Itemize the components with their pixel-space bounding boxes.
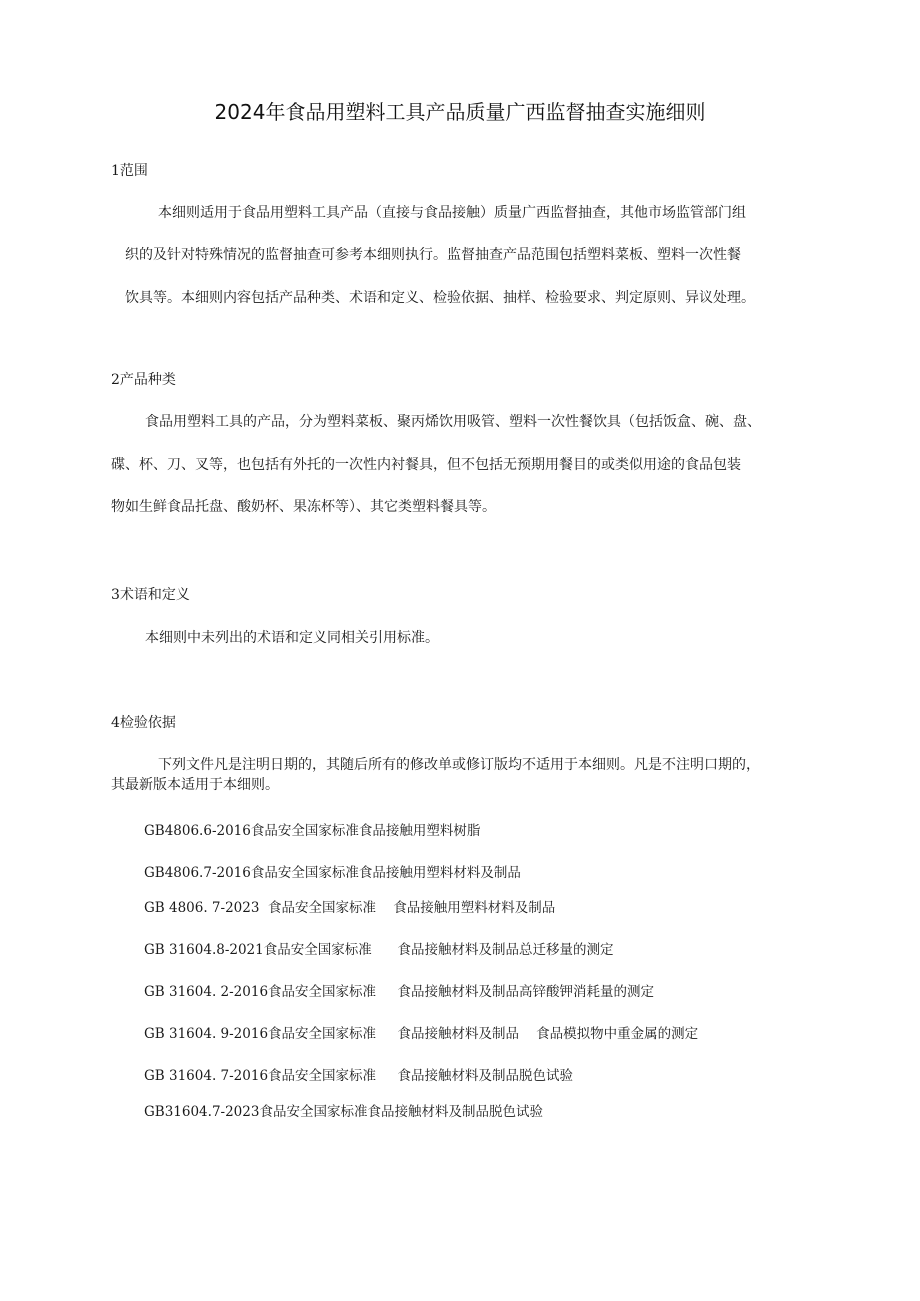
reference-item: GB 31604. 9-2016食品安全国家标准 食品接触材料及制品 食品模拟物中重金属的测定 [144,1026,699,1042]
section-heading-terms: 3术语和定义 [111,587,190,603]
section-heading-product-types: 2产品种类 [111,372,176,388]
reference-item: GB 31604.8-2021食品安全国家标准 食品接触材料及制品总迁移量的测定 [144,942,614,958]
basis-line-2: 其最新版本适用于本细则。 [111,777,279,793]
section-heading-basis: 4检验依据 [111,715,176,731]
reference-item: GB4806.7-2016食品安全国家标准食品接触用塑料材料及制品 [144,865,521,881]
product-types-line-1: 食品用塑料工具的产品，分为塑料菜板、聚丙烯饮用吸管、塑料一次性餐饮具（包括饭盒、碗、盘、 [145,414,761,430]
reference-item: GB31604.7-2023食品安全国家标准食品接触材料及制品脱色试验 [144,1104,543,1120]
scope-line-1: 本细则适用于食品用塑料工具产品（直接与食品接触）质量广西监督抽查，其他市场监管部门组 [158,205,746,221]
scope-line-3: 饮具等。本细则内容包括产品种类、术语和定义、检验依据、抽样、检验要求、判定原则、异议处理。 [125,290,755,306]
basis-line-1: 下列文件凡是注明日期的，其随后所有的修改单或修订版均不适用于本细则。凡是不注明口期的， [158,757,760,773]
reference-item: GB 31604. 2-2016食品安全国家标准 食品接触材料及制品高锌酸钾消耗量的测定 [144,984,654,1000]
reference-item: GB 4806. 7-2023 食品安全国家标准 食品接触用塑料材料及制品 [144,900,556,916]
terms-line-1: 本细则中未列出的术语和定义同相关引用标准。 [145,630,439,646]
section-heading-scope: 1范围 [111,163,148,179]
product-types-line-2: 碟、杯、刀、叉等，也包括有外托的一次性内衬餐具，但不包括无预期用餐目的或类似用途的食品包装 [111,457,741,473]
reference-item: GB 31604. 7-2016食品安全国家标准 食品接触材料及制品脱色试验 [144,1068,573,1084]
product-types-line-3: 物如生鲜食品托盘、酸奶杯、果冻杯等）、其它类塑料餐具等。 [111,499,496,515]
document-title: 2024年食品用塑料工具产品质量广西监督抽查实施细则 [214,100,706,124]
scope-line-2: 织的及针对特殊情况的监督抽查可参考本细则执行。监督抽查产品范围包括塑料菜板、塑料一次性餐 [125,247,741,263]
reference-item: GB4806.6-2016食品安全国家标准食品接触用塑料树脂 [144,823,481,839]
